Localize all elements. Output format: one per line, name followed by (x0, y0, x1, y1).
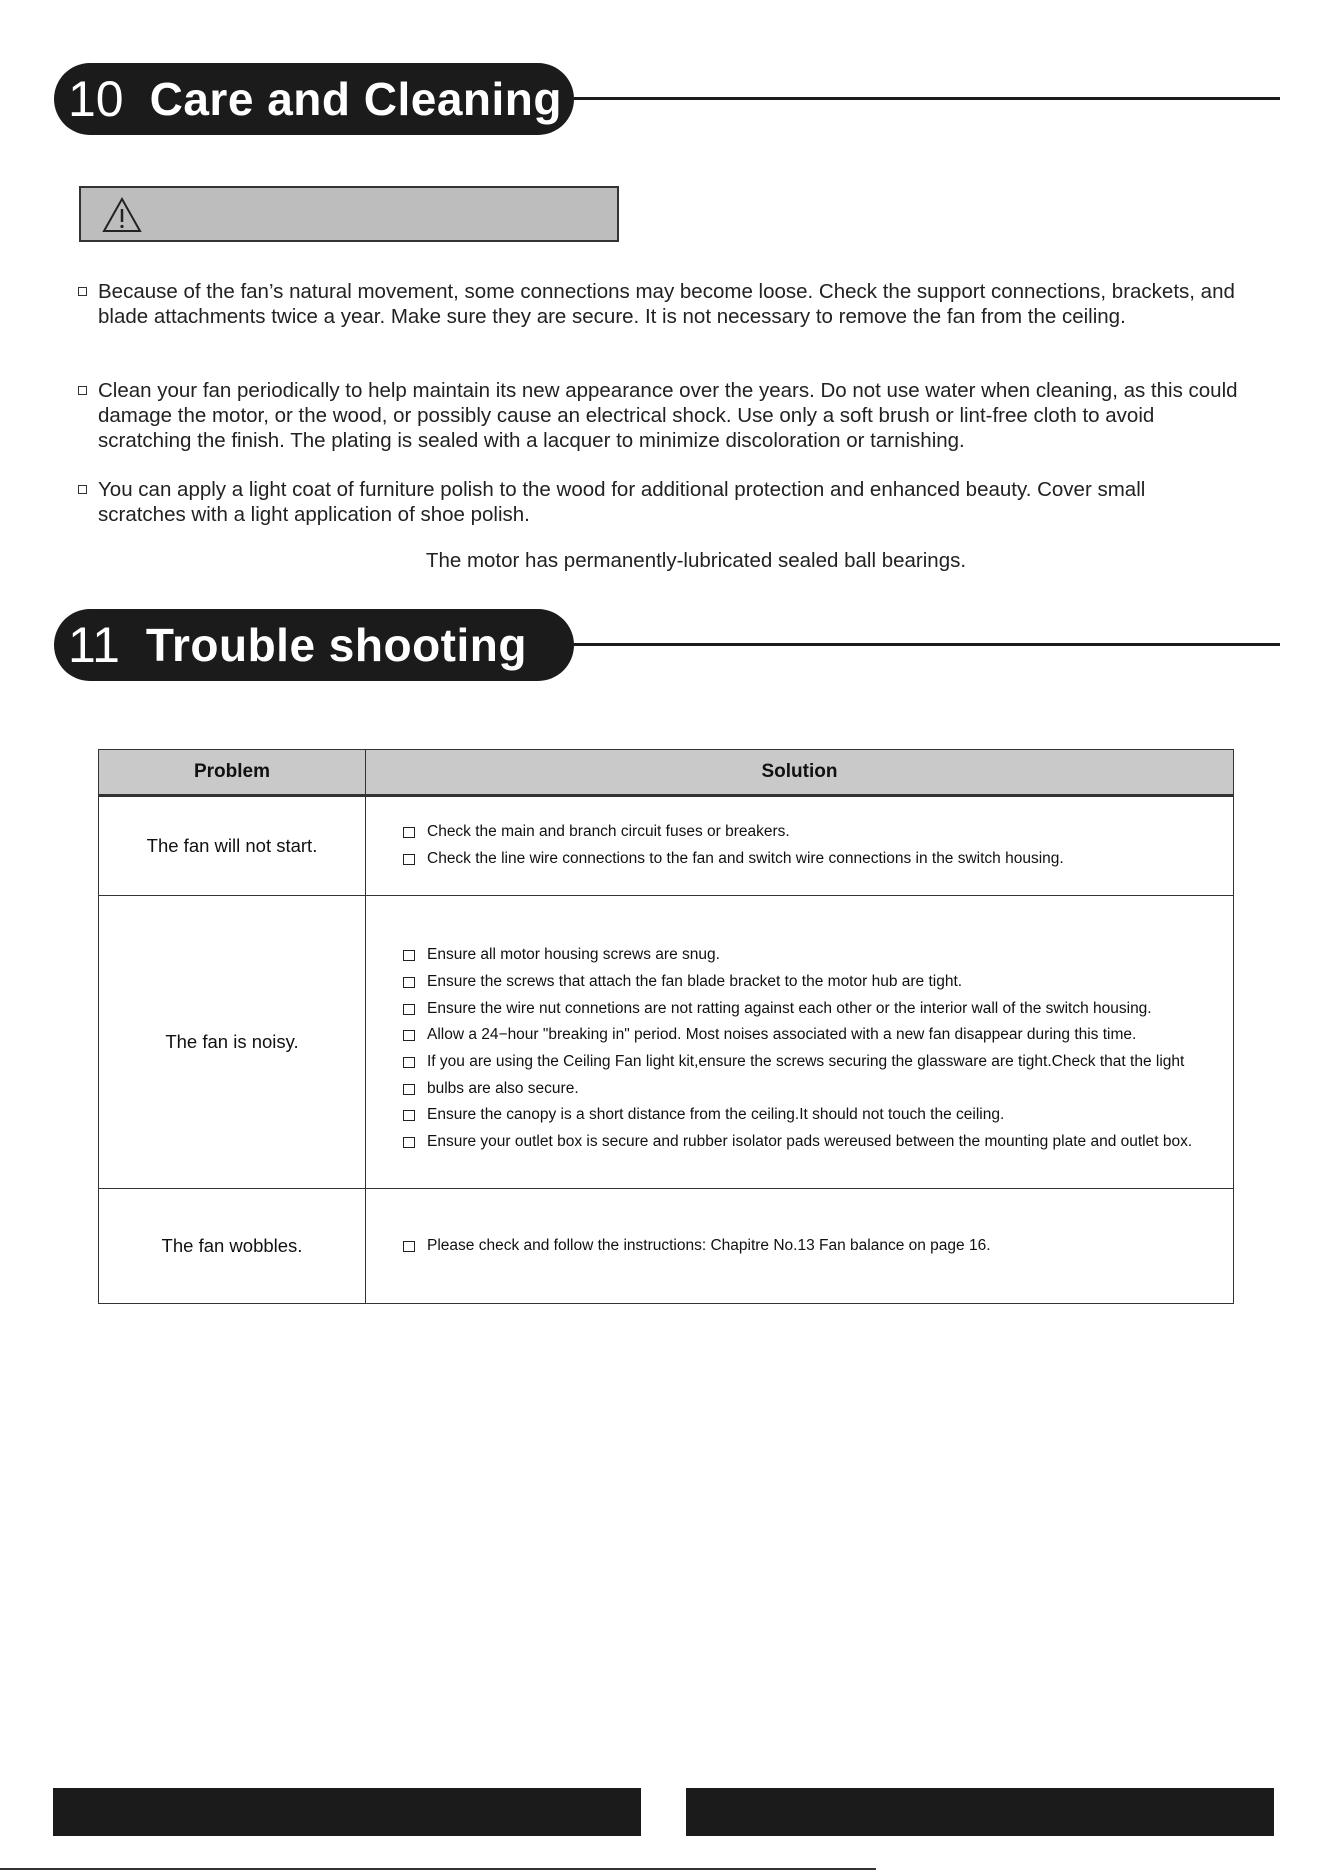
troubleshooting-table (98, 749, 1234, 1304)
solution-list (403, 1233, 1232, 1260)
column-header-problem: Problem (99, 750, 366, 796)
list-item: Ensure the screws that attach the fan blade bracket to the motor hub are tight. (403, 969, 1232, 996)
footer-bar-right (686, 1788, 1274, 1836)
problem-cell: The fan wobbles. (99, 1189, 366, 1304)
problem-cell: The fan is noisy. (99, 896, 366, 1189)
solution-cell (366, 796, 1234, 896)
list-item: Allow a 24−hour "breaking in" period. Most noises associated with a new fan disappear during this time. (403, 1022, 1232, 1049)
section-title: Care and Cleaning (149, 73, 562, 125)
care-paragraph: You can apply a light coat of furniture polish to the wood for additional protection and enhanced beauty. Cover small scratches with a light application of shoe polish. (78, 477, 1238, 527)
warning-box (79, 186, 619, 242)
table-row (99, 796, 1234, 896)
problem-cell: The fan will not start. (99, 796, 366, 896)
bullet-box-icon (78, 386, 87, 395)
section-10-header (54, 63, 1280, 135)
solution-cell (366, 896, 1234, 1189)
list-item: Ensure your outlet box is secure and rubber isolator pads wereused between the mounting plate and outlet box. (403, 1129, 1232, 1156)
list-item: If you are using the Ceiling Fan light kit,ensure the screws securing the glassware are tight.Check that the light (403, 1049, 1232, 1076)
list-item: Ensure the wire nut connetions are not ratting against each other or the interior wall of the switch housing. (403, 996, 1232, 1023)
care-note: The motor has permanently-lubricated sealed ball bearings. (425, 549, 967, 572)
column-header-solution: Solution (366, 750, 1234, 796)
section-11-pill (54, 609, 574, 681)
section-number: 10 (68, 71, 124, 127)
solution-list (403, 819, 1232, 872)
section-11-header (54, 609, 1280, 681)
table-row (99, 896, 1234, 1189)
solution-cell (366, 1189, 1234, 1304)
bullet-box-icon (78, 485, 87, 494)
footer-bar-left (53, 1788, 641, 1836)
care-paragraph: Clean your fan periodically to help maintain its new appearance over the years. Do not use water when cleaning, as this could damage the motor, or the wood, or possibly cause an electrical shock. Use only a soft brush or lint-free cloth to avoid scratching the finish. The plating is sealed with a lacquer to minimize discoloration or tarnishing. (78, 378, 1238, 453)
bullet-box-icon (78, 287, 87, 296)
section-title: Trouble shooting (145, 619, 527, 671)
list-item: Ensure all motor housing screws are snug. (403, 942, 1232, 969)
table-header-row (99, 750, 1234, 796)
solution-list (403, 942, 1232, 1156)
care-paragraph: Because of the fan’s natural movement, some connections may become loose. Check the support connections, brackets, and blade attachments twice a year. Make sure they are secure. It is not necessary to remove the fan from the ceiling. (78, 279, 1238, 329)
list-item: Please check and follow the instructions: Chapitre No.13 Fan balance on page 16. (403, 1233, 1232, 1260)
list-item: bulbs are also secure. (403, 1076, 1232, 1103)
bottom-rule (0, 1868, 876, 1870)
section-divider (574, 97, 1280, 100)
section-10-pill (54, 63, 574, 135)
list-item: Check the main and branch circuit fuses or breakers. (403, 819, 1232, 846)
list-item: Ensure the canopy is a short distance from the ceiling.It should not touch the ceiling. (403, 1102, 1232, 1129)
section-divider (574, 643, 1280, 646)
warning-icon (101, 196, 143, 234)
section-number: 11 (68, 617, 120, 673)
list-item: Check the line wire connections to the fan and switch wire connections in the switch housing. (403, 846, 1232, 873)
table-row (99, 1189, 1234, 1304)
